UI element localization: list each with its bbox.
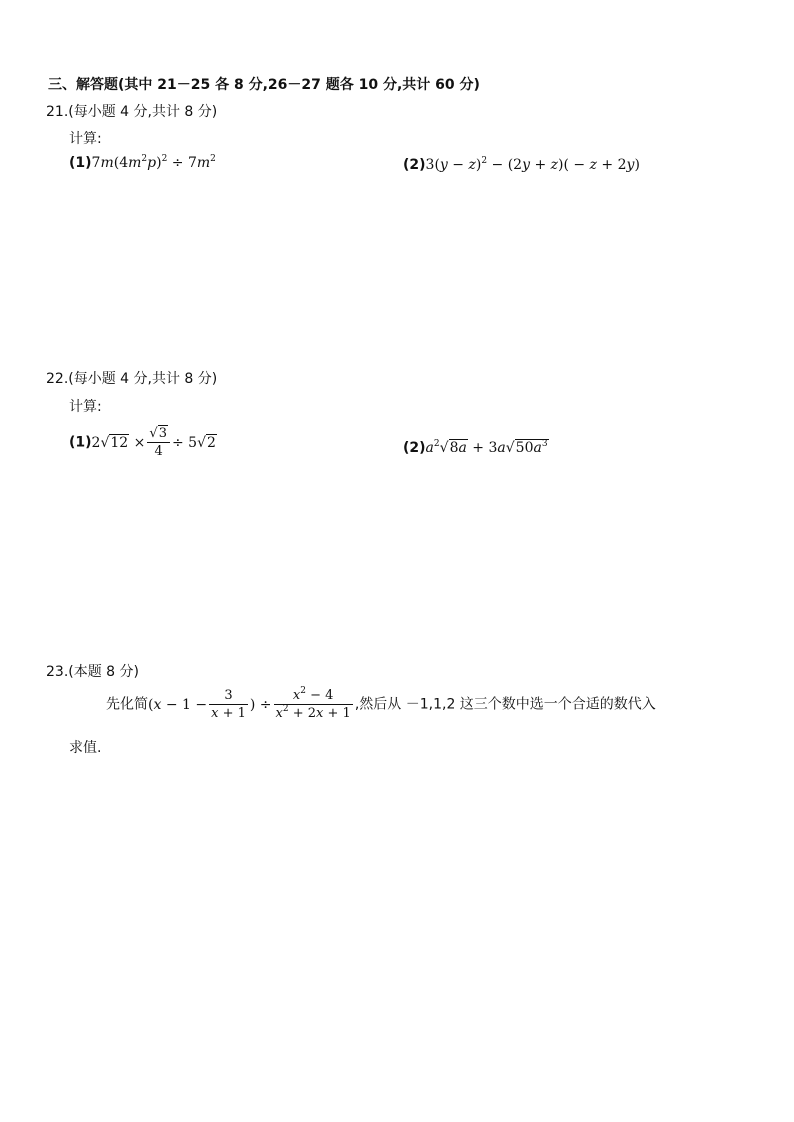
part-label: (1) [69, 155, 92, 171]
question-23-text-before: 先化简 [106, 696, 148, 713]
part-label: (2) [403, 157, 426, 173]
question-23-header: 23.(本题 8 分) [46, 664, 139, 680]
question-21-part-2 [403, 157, 640, 173]
part-label: (2) [403, 440, 426, 456]
question-21-header: 21.(每小题 4 分,共计 8 分) [46, 104, 218, 120]
question-22-part-2 [403, 440, 549, 456]
question-22-header: 22.(每小题 4 分,共计 8 分) [46, 371, 218, 387]
question-21-instruction: 计算: [69, 131, 102, 147]
question-22-part-1 [69, 426, 217, 459]
math-expression: $a^2√8a + 3a√50a^3$ [425, 439, 548, 456]
math-expression: 2√12 × $\frac{√3}{4}$ ÷ 5√2 [91, 426, 216, 459]
part-label: (1) [69, 434, 92, 451]
question-23-body [106, 688, 656, 721]
section-title: 三、解答题(其中 21－25 各 8 分,26－27 题各 10 分,共计 60 分) [48, 77, 480, 93]
question-21-part-1 [69, 155, 216, 171]
question-23-text-after: ,然后从 －1,1,2 这三个数中选一个合适的数代入 [354, 696, 656, 713]
math-expression: $3(y - z)^2 - (2y + z)( - z + 2y)$ [425, 156, 640, 173]
question-23-text-line-2: 求值. [69, 740, 102, 756]
question-22-instruction: 计算: [69, 399, 102, 415]
math-expression: $7m(4m^2p)^2 \div 7m^2$ [91, 154, 216, 171]
math-expression: (x − 1 − $\frac{3}{x + 1}$ ) ÷ $\frac{x^2 - 4}{x^2 + 2x + 1}$ [148, 686, 351, 721]
